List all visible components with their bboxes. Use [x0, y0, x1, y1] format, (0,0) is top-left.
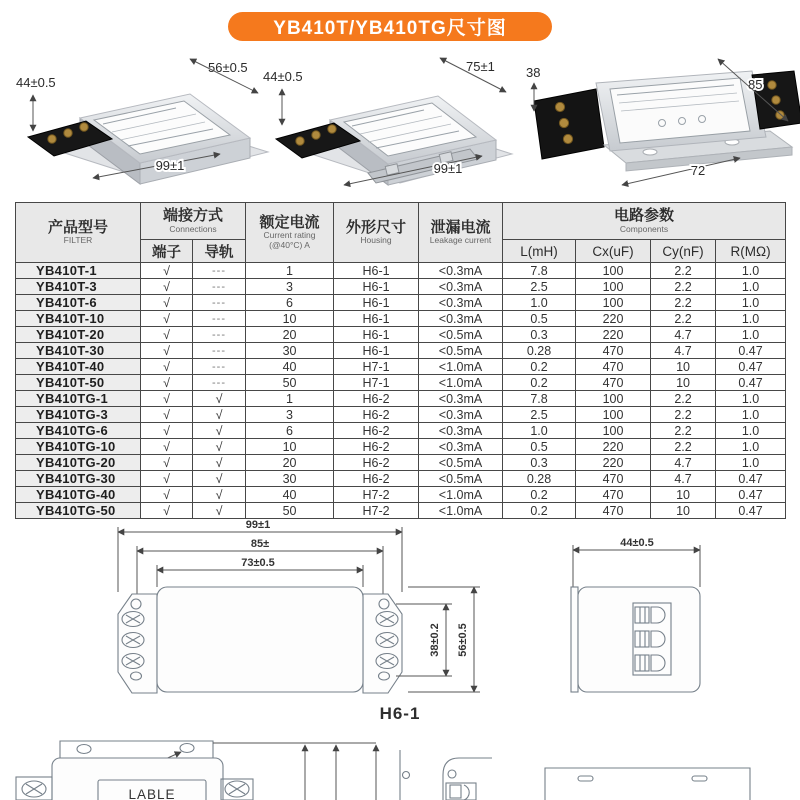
- value-cell: 4.7: [651, 471, 716, 487]
- value-cell: 220: [576, 455, 651, 471]
- value-cell: 1: [246, 263, 334, 279]
- value-cell: <0.3mA: [419, 407, 503, 423]
- value-cell: 3: [246, 279, 334, 295]
- value-cell: √: [141, 263, 193, 279]
- value-cell: 10: [651, 503, 716, 519]
- model-cell: YB410T-40: [16, 359, 141, 375]
- value-cell: 0.47: [716, 343, 786, 359]
- dim-height-2: 44±0.5: [263, 69, 303, 84]
- model-cell: YB410TG-1: [16, 391, 141, 407]
- dim-width-2: 75±1: [466, 59, 495, 74]
- value-cell: 2.2: [651, 423, 716, 439]
- col-header-terminal: 端子: [141, 240, 193, 263]
- value-cell: √: [193, 471, 246, 487]
- value-cell: <0.3mA: [419, 311, 503, 327]
- value-cell: 2.2: [651, 279, 716, 295]
- value-cell: <0.3mA: [419, 391, 503, 407]
- table-row: [16, 471, 786, 487]
- value-cell: 100: [576, 295, 651, 311]
- col-header-connections: 端接方式 Connections: [141, 203, 246, 240]
- value-cell: 30: [246, 471, 334, 487]
- value-cell: H6-1: [334, 263, 419, 279]
- value-cell: √: [141, 503, 193, 519]
- value-cell: 7.8: [503, 263, 576, 279]
- dim-width-3: 85: [748, 77, 763, 92]
- value-cell: <1.0mA: [419, 487, 503, 503]
- value-cell: <0.5mA: [419, 327, 503, 343]
- value-cell: <0.3mA: [419, 279, 503, 295]
- col-header-housing: 外形尺寸 Housing: [334, 203, 419, 263]
- table-row: [16, 311, 786, 327]
- col-header-rail: 导轨: [193, 240, 246, 263]
- value-cell: 20: [246, 327, 334, 343]
- dim-height-1: 44±0.5: [16, 75, 56, 90]
- value-cell: 6: [246, 423, 334, 439]
- value-cell: H6-1: [334, 279, 419, 295]
- label-box-text: LABLE: [128, 787, 176, 800]
- value-cell: ---: [193, 359, 246, 375]
- table-row: [16, 391, 786, 407]
- value-cell: √: [141, 439, 193, 455]
- h6-1-side-view: [571, 537, 700, 692]
- model-cell: YB410T-3: [16, 279, 141, 295]
- table-row: [16, 439, 786, 455]
- photo-high-current-type: [526, 59, 800, 185]
- value-cell: 10: [651, 375, 716, 391]
- value-cell: 100: [576, 407, 651, 423]
- value-cell: 1.0: [716, 455, 786, 471]
- value-cell: <0.3mA: [419, 439, 503, 455]
- col-header-filter: 产品型号 FILTER: [16, 203, 141, 263]
- value-cell: 10: [246, 311, 334, 327]
- col-header-Cy: Cy(nF): [651, 240, 716, 263]
- value-cell: 0.47: [716, 471, 786, 487]
- value-cell: 1.0: [716, 295, 786, 311]
- value-cell: H6-2: [334, 391, 419, 407]
- value-cell: √: [141, 311, 193, 327]
- value-cell: 1.0: [716, 423, 786, 439]
- col-header-current: 额定电流 Current rating (@40°C) A: [246, 203, 334, 263]
- table-row: [16, 407, 786, 423]
- value-cell: √: [141, 375, 193, 391]
- dim-length-2: 99±1: [433, 161, 463, 176]
- value-cell: <0.5mA: [419, 343, 503, 359]
- col-header-components: 电路参数 Components: [503, 203, 786, 240]
- value-cell: <1.0mA: [419, 503, 503, 519]
- value-cell: 0.3: [503, 327, 576, 343]
- value-cell: H7-1: [334, 375, 419, 391]
- value-cell: H6-1: [334, 343, 419, 359]
- table-row: [16, 343, 786, 359]
- value-cell: 3: [246, 407, 334, 423]
- value-cell: 100: [576, 423, 651, 439]
- value-cell: 50: [246, 375, 334, 391]
- table-row: [16, 263, 786, 279]
- value-cell: 0.47: [716, 487, 786, 503]
- dim-side-width: 44±0.5: [620, 537, 654, 549]
- value-cell: H6-1: [334, 327, 419, 343]
- spec-table-body: [16, 263, 786, 519]
- model-cell: YB410TG-3: [16, 407, 141, 423]
- value-cell: ---: [193, 327, 246, 343]
- model-cell: YB410TG-40: [16, 487, 141, 503]
- value-cell: 2.2: [651, 263, 716, 279]
- value-cell: 50: [246, 503, 334, 519]
- col-header-leakage: 泄漏电流 Leakage current: [419, 203, 503, 263]
- value-cell: 0.28: [503, 471, 576, 487]
- value-cell: <1.0mA: [419, 375, 503, 391]
- table-row: [16, 423, 786, 439]
- table-row: [16, 359, 786, 375]
- model-cell: YB410T-30: [16, 343, 141, 359]
- value-cell: 470: [576, 471, 651, 487]
- value-cell: 470: [576, 343, 651, 359]
- dim-outer-height: 56±0.5: [457, 623, 469, 657]
- value-cell: √: [141, 471, 193, 487]
- value-cell: 2.5: [503, 279, 576, 295]
- value-cell: 100: [576, 279, 651, 295]
- value-cell: 220: [576, 439, 651, 455]
- value-cell: 0.28: [503, 343, 576, 359]
- value-cell: 1.0: [716, 327, 786, 343]
- value-cell: H6-2: [334, 423, 419, 439]
- value-cell: √: [141, 279, 193, 295]
- value-cell: 2.5: [503, 407, 576, 423]
- h6-2-top-view-fragment: [16, 741, 376, 800]
- value-cell: ---: [193, 279, 246, 295]
- value-cell: 2.2: [651, 439, 716, 455]
- value-cell: 0.2: [503, 503, 576, 519]
- value-cell: H7-2: [334, 487, 419, 503]
- model-cell: YB410TG-10: [16, 439, 141, 455]
- dim-body: 73±0.5: [241, 557, 275, 569]
- title-banner: [228, 12, 552, 41]
- dim-height-3: 38: [526, 65, 541, 80]
- value-cell: 470: [576, 359, 651, 375]
- table-row: [16, 487, 786, 503]
- value-cell: 0.47: [716, 375, 786, 391]
- value-cell: 1.0: [716, 391, 786, 407]
- table-row: [16, 455, 786, 471]
- value-cell: H7-2: [334, 503, 419, 519]
- value-cell: <0.5mA: [419, 455, 503, 471]
- value-cell: 220: [576, 327, 651, 343]
- dim-mount: 85±: [250, 538, 270, 550]
- model-cell: YB410TG-6: [16, 423, 141, 439]
- value-cell: 2.2: [651, 407, 716, 423]
- value-cell: 20: [246, 455, 334, 471]
- value-cell: 0.47: [716, 359, 786, 375]
- value-cell: ---: [193, 263, 246, 279]
- value-cell: 0.5: [503, 439, 576, 455]
- value-cell: 0.5: [503, 311, 576, 327]
- value-cell: H6-2: [334, 407, 419, 423]
- dim-inner-height: 38±0.2: [429, 623, 441, 657]
- model-cell: YB410T-20: [16, 327, 141, 343]
- value-cell: √: [141, 487, 193, 503]
- value-cell: 470: [576, 503, 651, 519]
- value-cell: √: [141, 455, 193, 471]
- col-header-Cx: Cx(uF): [576, 240, 651, 263]
- value-cell: H6-2: [334, 439, 419, 455]
- value-cell: 0.47: [716, 503, 786, 519]
- value-cell: H6-2: [334, 471, 419, 487]
- value-cell: 1.0: [716, 439, 786, 455]
- value-cell: H6-1: [334, 311, 419, 327]
- dim-width-1: 56±0.5: [208, 60, 248, 75]
- value-cell: 4.7: [651, 327, 716, 343]
- value-cell: 4.7: [651, 343, 716, 359]
- value-cell: 4.7: [651, 455, 716, 471]
- value-cell: 1.0: [503, 295, 576, 311]
- value-cell: 2.2: [651, 391, 716, 407]
- value-cell: 10: [651, 487, 716, 503]
- col-header-L: L(mH): [503, 240, 576, 263]
- value-cell: √: [193, 503, 246, 519]
- value-cell: 470: [576, 487, 651, 503]
- photo-din-rail-type: [263, 58, 512, 185]
- value-cell: √: [141, 343, 193, 359]
- table-row: [16, 327, 786, 343]
- dim-length-1: 99±1: [155, 158, 185, 173]
- value-cell: 40: [246, 487, 334, 503]
- value-cell: <0.3mA: [419, 423, 503, 439]
- value-cell: 1.0: [716, 279, 786, 295]
- value-cell: √: [141, 327, 193, 343]
- housing-label: H6-1: [379, 704, 421, 723]
- table-row: [16, 279, 786, 295]
- value-cell: √: [141, 295, 193, 311]
- value-cell: <0.3mA: [419, 263, 503, 279]
- value-cell: 10: [246, 439, 334, 455]
- model-cell: YB410TG-50: [16, 503, 141, 519]
- value-cell: 1.0: [503, 423, 576, 439]
- product-photos: [0, 45, 800, 203]
- value-cell: √: [141, 423, 193, 439]
- page-title: YB410T/YB410TG尺寸图: [273, 18, 507, 39]
- value-cell: √: [141, 359, 193, 375]
- photo-terminal-type: [16, 59, 268, 184]
- value-cell: 6: [246, 295, 334, 311]
- rear-view-fragment: [545, 768, 750, 800]
- value-cell: 470: [576, 375, 651, 391]
- value-cell: <1.0mA: [419, 359, 503, 375]
- value-cell: ---: [193, 343, 246, 359]
- h6-1-top-view: [118, 519, 480, 723]
- value-cell: H6-1: [334, 295, 419, 311]
- value-cell: 0.2: [503, 375, 576, 391]
- model-cell: YB410TG-30: [16, 471, 141, 487]
- value-cell: 1: [246, 391, 334, 407]
- value-cell: √: [193, 455, 246, 471]
- value-cell: √: [193, 423, 246, 439]
- value-cell: 1.0: [716, 311, 786, 327]
- dim-length-3: 72: [690, 163, 706, 178]
- value-cell: 2.2: [651, 295, 716, 311]
- model-cell: YB410T-6: [16, 295, 141, 311]
- value-cell: 100: [576, 263, 651, 279]
- model-cell: YB410T-10: [16, 311, 141, 327]
- value-cell: 2.2: [651, 311, 716, 327]
- value-cell: 220: [576, 311, 651, 327]
- value-cell: 1.0: [716, 263, 786, 279]
- table-row: [16, 375, 786, 391]
- value-cell: √: [141, 391, 193, 407]
- dim-overall: 99±1: [245, 519, 271, 531]
- value-cell: 7.8: [503, 391, 576, 407]
- value-cell: √: [193, 391, 246, 407]
- col-header-R: R(MΩ): [716, 240, 786, 263]
- table-row: [16, 295, 786, 311]
- spec-table: [15, 202, 786, 519]
- value-cell: √: [141, 407, 193, 423]
- value-cell: 0.3: [503, 455, 576, 471]
- value-cell: 0.2: [503, 359, 576, 375]
- value-cell: 100: [576, 391, 651, 407]
- value-cell: H7-1: [334, 359, 419, 375]
- value-cell: √: [193, 487, 246, 503]
- value-cell: 10: [651, 359, 716, 375]
- value-cell: 30: [246, 343, 334, 359]
- value-cell: <0.5mA: [419, 471, 503, 487]
- value-cell: 40: [246, 359, 334, 375]
- model-cell: YB410T-1: [16, 263, 141, 279]
- value-cell: ---: [193, 295, 246, 311]
- value-cell: H6-2: [334, 455, 419, 471]
- value-cell: √: [193, 439, 246, 455]
- value-cell: ---: [193, 375, 246, 391]
- value-cell: ---: [193, 311, 246, 327]
- model-cell: YB410TG-20: [16, 455, 141, 471]
- side-view-fragment: [400, 750, 492, 800]
- value-cell: 1.0: [716, 407, 786, 423]
- value-cell: 0.2: [503, 487, 576, 503]
- value-cell: √: [193, 407, 246, 423]
- drawing-fragment-bottom: [0, 730, 800, 800]
- model-cell: YB410T-50: [16, 375, 141, 391]
- value-cell: <0.3mA: [419, 295, 503, 311]
- dimension-drawing-h6-1: [0, 515, 800, 727]
